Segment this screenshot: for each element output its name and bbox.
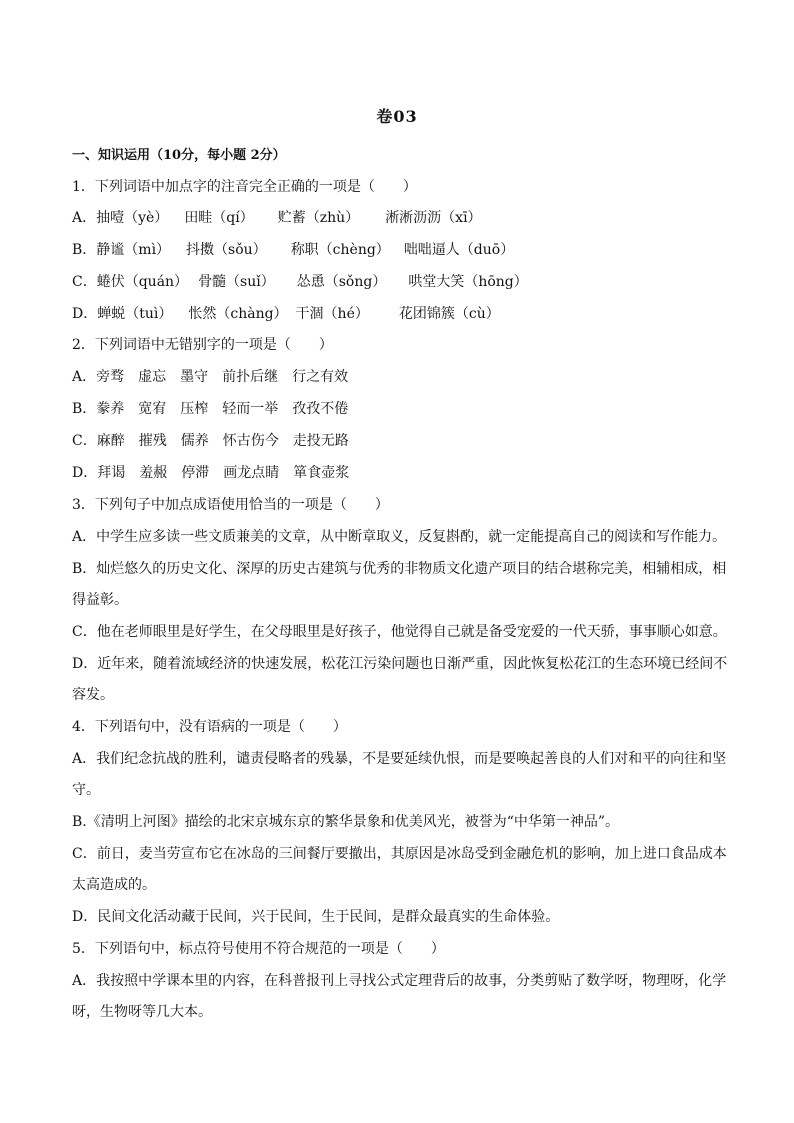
option-item: 孜孜不倦 <box>292 401 349 417</box>
question-4-option-c-line1: C．前日，麦当劳宣布它在冰岛的三间餐厅要撤出，其原因是冰岛受到金融危机的影响，加上进口食品成本 <box>72 846 727 862</box>
option-item: 骨髓（suǐ） <box>198 274 275 290</box>
option-item: D．拜谒 <box>72 465 126 481</box>
question-4-option-d: D．民间文化活动藏于民间，兴于民间，生于民间，是群众最真实的生命体验。 <box>72 909 560 925</box>
option-item: 干涸（hé） <box>295 306 369 322</box>
question-2-stem: 2．下列词语中无错别字的一项是（ ） <box>72 337 333 353</box>
option-item: 行之有效 <box>292 369 349 385</box>
option-item: 抖擞（sǒu） <box>186 242 267 258</box>
question-5-stem: 5．下列语句中，标点符号使用不符合规范的一项是（ ） <box>72 941 445 957</box>
question-1-option-d <box>72 304 500 324</box>
option-item: 羞赧 <box>139 465 168 481</box>
option-item: 花团锦簇（cù） <box>398 306 500 322</box>
question-3-option-d-line2: 容发。 <box>72 687 114 703</box>
option-item: 怂恿（sǒng） <box>296 274 387 290</box>
question-4-option-b: B.《清明上河图》描绘的北宋京城东京的繁华景象和优美风光，被誉为“中华第一神品”。 <box>72 814 620 830</box>
option-item: A．旁骛 <box>72 369 125 385</box>
option-item: C．麻醉 <box>72 433 125 449</box>
option-item: D．蝉蜕（tuì） <box>72 306 173 322</box>
option-item: 画龙点睛 <box>223 465 280 481</box>
question-5-option-a-line2: 呀，生物呀等几大本。 <box>72 1004 212 1020</box>
option-item: 田畦（qí） <box>184 210 254 226</box>
question-3-option-c: C．他在老师眼里是好学生，在父母眼里是好孩子，他觉得自己就是备受宠爱的一代天骄，事事顺心如意。 <box>72 624 727 640</box>
option-item: A．抽噎（yè） <box>72 210 169 226</box>
question-1-option-a <box>72 208 482 228</box>
option-item: 怅然（chàng） <box>188 306 288 322</box>
question-2-option-c <box>72 431 349 451</box>
option-item: 轻而一举 <box>222 401 279 417</box>
question-3-option-b-line2: 得益彰。 <box>72 592 128 608</box>
option-item: 停滞 <box>181 465 210 481</box>
option-item: 淅淅沥沥（xī） <box>385 210 482 226</box>
option-item: 咄咄逼人（duō） <box>403 242 515 258</box>
option-item: 墨守 <box>180 369 209 385</box>
question-2-option-d <box>72 463 349 483</box>
option-item: 哄堂大笑（hōng） <box>408 274 528 290</box>
option-item: B．静谧（mì） <box>72 242 171 258</box>
question-3-option-d-line1: D．近年来，随着流域经济的快速发展，松花江污染问题也日渐严重，因此恢复松花江的生态环境已经间不 <box>72 656 728 672</box>
option-item: B．豢养 <box>72 401 125 417</box>
question-3-option-a: A．中学生应多读一些文质兼美的文章，从中断章取义，反复斟酌，就一定能提高自己的阅读和写作能力。 <box>72 529 727 545</box>
question-3-option-b-line1: B．灿烂悠久的历史文化、深厚的历史古建筑与优秀的非物质文化遗产项目的结合堪称完美，相辅相成，相 <box>72 561 727 577</box>
option-item: 箪食壶浆 <box>293 465 350 481</box>
question-4-option-a-line1: A．我们纪念抗战的胜利，谴责侵略者的残暴，不是要延续仇恨，而是要唤起善良的人们对和平的向往和坚 <box>72 751 727 767</box>
option-item: 宽宥 <box>138 401 167 417</box>
option-item: 走投无路 <box>292 433 349 449</box>
option-item: 儒养 <box>180 433 209 449</box>
section-heading: 一、知识运用（10分，每小题 2分） <box>72 148 286 163</box>
question-4-stem: 4．下列语句中，没有语病的一项是（ ） <box>72 719 347 735</box>
question-4-option-c-line2: 太高造成的。 <box>72 877 156 893</box>
option-item: 怀古伤今 <box>222 433 279 449</box>
option-item: 贮蓄（zhù） <box>277 210 360 226</box>
option-item: 压榨 <box>180 401 209 417</box>
question-2-option-b <box>72 399 348 419</box>
option-item: 前扑后继 <box>222 369 279 385</box>
question-2-option-a <box>72 367 348 387</box>
option-item: C．蜷伏（quán） <box>72 274 189 290</box>
option-item: 虚忘 <box>138 369 167 385</box>
paper-title: 卷03 <box>376 107 418 126</box>
question-4-option-a-line2: 守。 <box>72 782 100 798</box>
option-item: 称职（chèng） <box>290 242 390 258</box>
question-1-stem: 1．下列词语中加点字的注音完全正确的一项是（ ） <box>72 179 417 195</box>
question-1-option-b <box>72 240 514 260</box>
question-3-stem: 3．下列句子中加点成语使用恰当的一项是（ ） <box>72 497 389 513</box>
question-5-option-a-line1: A．我按照中学课本里的内容，在科普报刊上寻找公式定理背后的故事，分类剪贴了数学呀，物理呀，化学 <box>72 973 727 989</box>
option-item: 摧残 <box>138 433 167 449</box>
question-1-option-c <box>72 272 528 292</box>
